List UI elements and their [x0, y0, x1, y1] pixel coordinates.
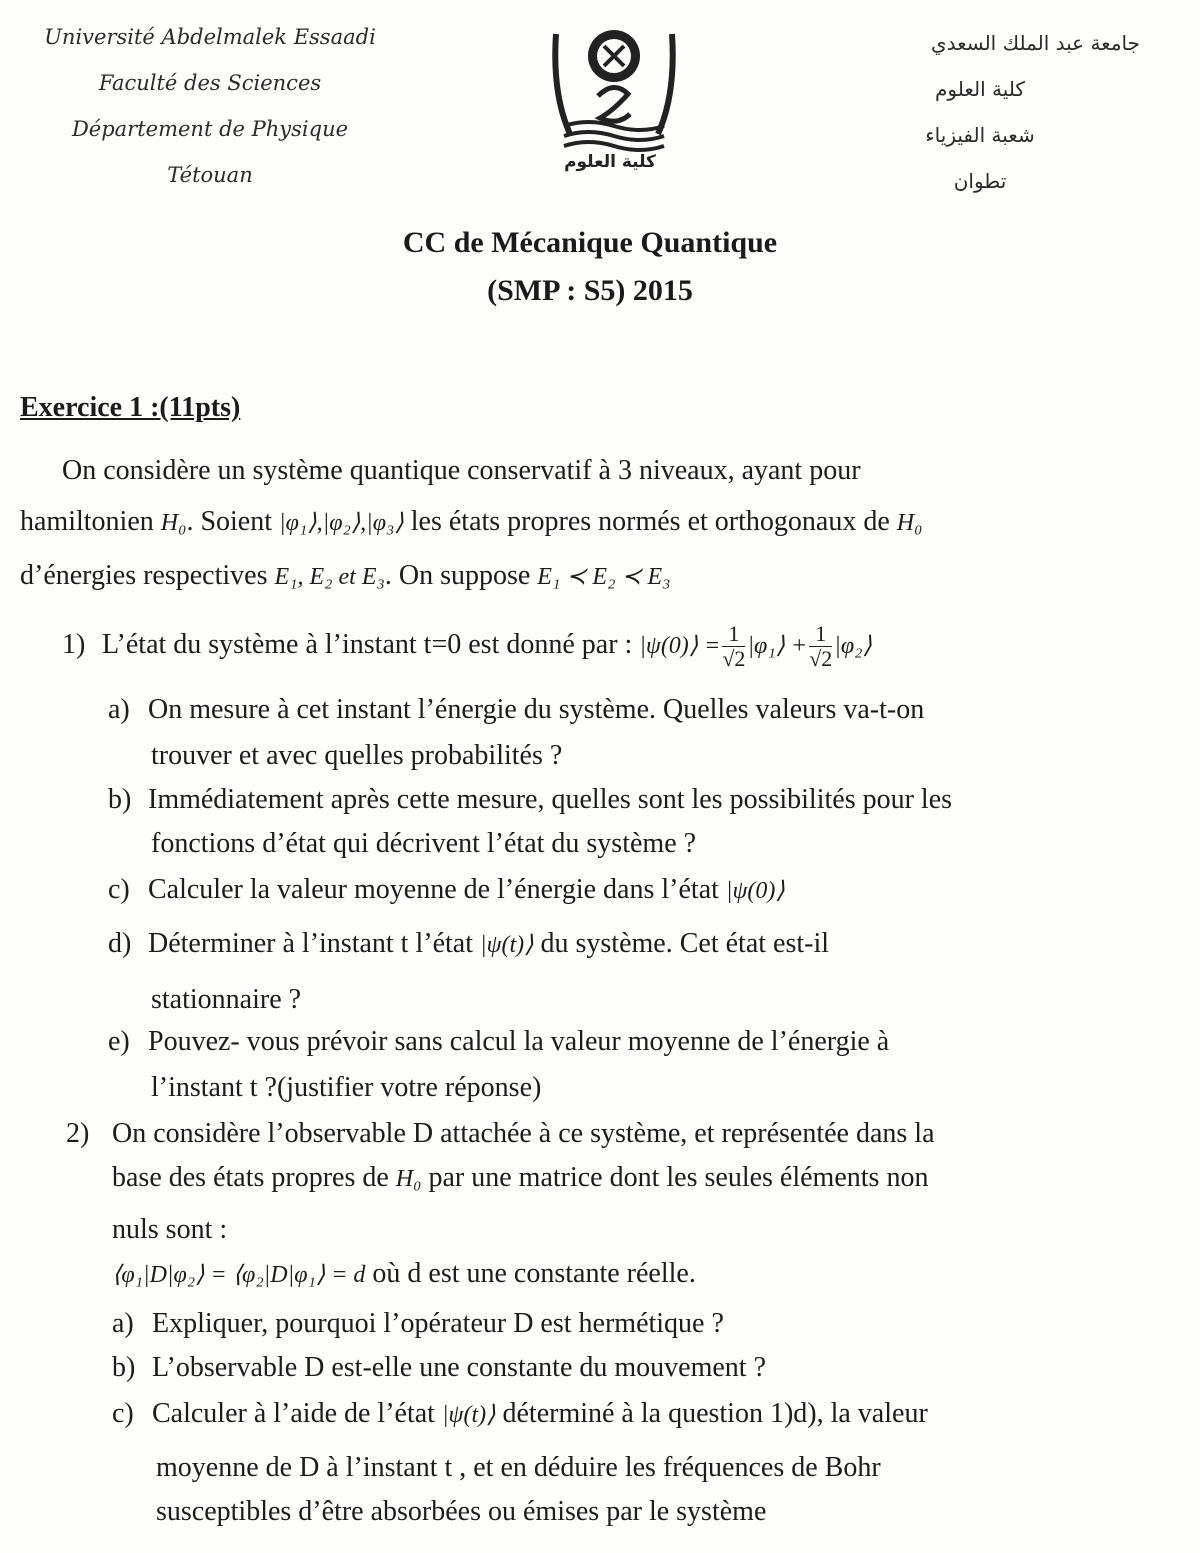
question-2-line-3: nuls sont : — [112, 1214, 228, 1245]
exercise-heading: Exercice 1 :(11pts) — [20, 392, 241, 423]
fraction-2: $\frac{1}{√2}$ — [809, 621, 833, 671]
intro-line-3: d’énergies respectives E₁, E₂ et E₃. On suppose E₁ ≺ E₂ ≺ E₃ — [20, 560, 671, 591]
eigenstates-kets: |φ₁⟩,|φ₂⟩,|φ₃⟩ — [279, 510, 404, 536]
question-1e: e) Pouvez- vous prévoir sans calcul la valeur moyenne de l’énergie à — [108, 1026, 890, 1057]
question-2c-cont-1: moyenne de D à l’instant t , et en déduire les fréquences de Bohr — [156, 1452, 881, 1483]
question-2: 2) On considère l’observable D attachée à ce système, et représentée dans la — [66, 1118, 935, 1149]
energy-ordering: E₁ ≺ E₂ ≺ E₃ — [537, 564, 671, 590]
hamiltonian-symbol: H₀ — [896, 510, 923, 536]
question-2-line-4: ⟨φ₁|D|φ₂⟩ = ⟨φ₂|D|φ₁⟩ = d où d est une constante réelle. — [112, 1258, 696, 1289]
faculty-name: Faculté des Sciences — [98, 71, 322, 95]
ket-phi1: |φ₁⟩ + — [747, 632, 808, 659]
question-1d-cont: stationnaire ? — [151, 984, 302, 1015]
hamiltonian-symbol: H₀ — [395, 1166, 422, 1192]
faculty-name-arabic: كلية العلوم — [935, 77, 1025, 101]
university-header-arabic — [820, 20, 1140, 204]
university-name-arabic: جامعة عبد الملك السعدي — [930, 31, 1140, 55]
question-1c: c) Calculer la valeur moyenne de l’énergie dans l’état |ψ(0)⟩ — [108, 874, 785, 905]
intro-line-1: On considère un système quantique conservatif à 3 niveaux, ayant pour — [62, 455, 861, 486]
question-2c-cont-2: susceptibles d’être absorbées ou émises par le système — [156, 1496, 767, 1527]
question-1a-cont: trouver et avec quelles probabilités ? — [151, 740, 563, 771]
question-1: 1) L’état du système à l’instant t=0 est donné par : |ψ(0)⟩ = $\frac{1}{√2}$ |φ₁⟩ + $\frac{1}{√2}$ |φ₂⟩ — [62, 621, 872, 671]
department-name-arabic: شعبة الفيزياء — [925, 123, 1035, 147]
matrix-elements: ⟨φ₁|D|φ₂⟩ = ⟨φ₂|D|φ₁⟩ = d — [112, 1262, 366, 1288]
department-name: Département de Physique — [71, 117, 349, 141]
university-header-french — [20, 14, 400, 198]
question-1b-cont: fonctions d’état qui décrivent l’état du système ? — [151, 828, 697, 859]
university-name: Université Abdelmalek Essaadi — [44, 25, 376, 49]
intro-line-2: hamiltonien H₀. Soient |φ₁⟩,|φ₂⟩,|φ₃⟩ les états propres normés et orthogonaux de H₀ — [20, 506, 923, 537]
state-psit: |ψ(t)⟩ — [441, 1402, 496, 1428]
question-2b: b) L’observable D est-elle une constante du mouvement ? — [112, 1352, 766, 1383]
city-name: Tétouan — [167, 163, 253, 187]
hamiltonian-symbol: H₀ — [160, 510, 187, 536]
question-2-line-2: base des états propres de H₀ par une matrice dont les seules éléments non — [112, 1162, 929, 1193]
city-name-arabic: تطوان — [953, 169, 1007, 193]
question-2a: a) Expliquer, pourquoi l’opérateur D est hermétique ? — [112, 1308, 724, 1339]
question-1e-cont: l’instant t ?(justifier votre réponse) — [151, 1072, 542, 1103]
fraction-1: $\frac{1}{√2}$ — [722, 621, 746, 671]
exam-subtitle: (SMP : S5) 2015 — [487, 274, 693, 307]
question-1a: a) On mesure à cet instant l’énergie du système. Quelles valeurs va-t-on — [108, 694, 925, 725]
question-1b: b) Immédiatement après cette mesure, quelles sont les possibilités pour les — [108, 784, 953, 815]
question-2c: c) Calculer à l’aide de l’état |ψ(t)⟩ déterminé à la question 1)d), la valeur — [112, 1398, 928, 1429]
initial-state: |ψ(0)⟩ = — [639, 632, 721, 659]
state-psi0: |ψ(0)⟩ — [725, 878, 785, 904]
exam-title: CC de Mécanique Quantique — [402, 226, 778, 259]
ket-phi2: |φ₂⟩ — [834, 632, 872, 659]
energies-symbols: E₁, E₂ et E₃ — [274, 564, 385, 590]
state-psit: |ψ(t)⟩ — [479, 932, 534, 958]
logo-caption: كلية العلوم — [564, 152, 656, 172]
question-1d: d) Déterminer à l’instant t l’état |ψ(t)⟩ du système. Cet état est-il — [108, 928, 830, 959]
